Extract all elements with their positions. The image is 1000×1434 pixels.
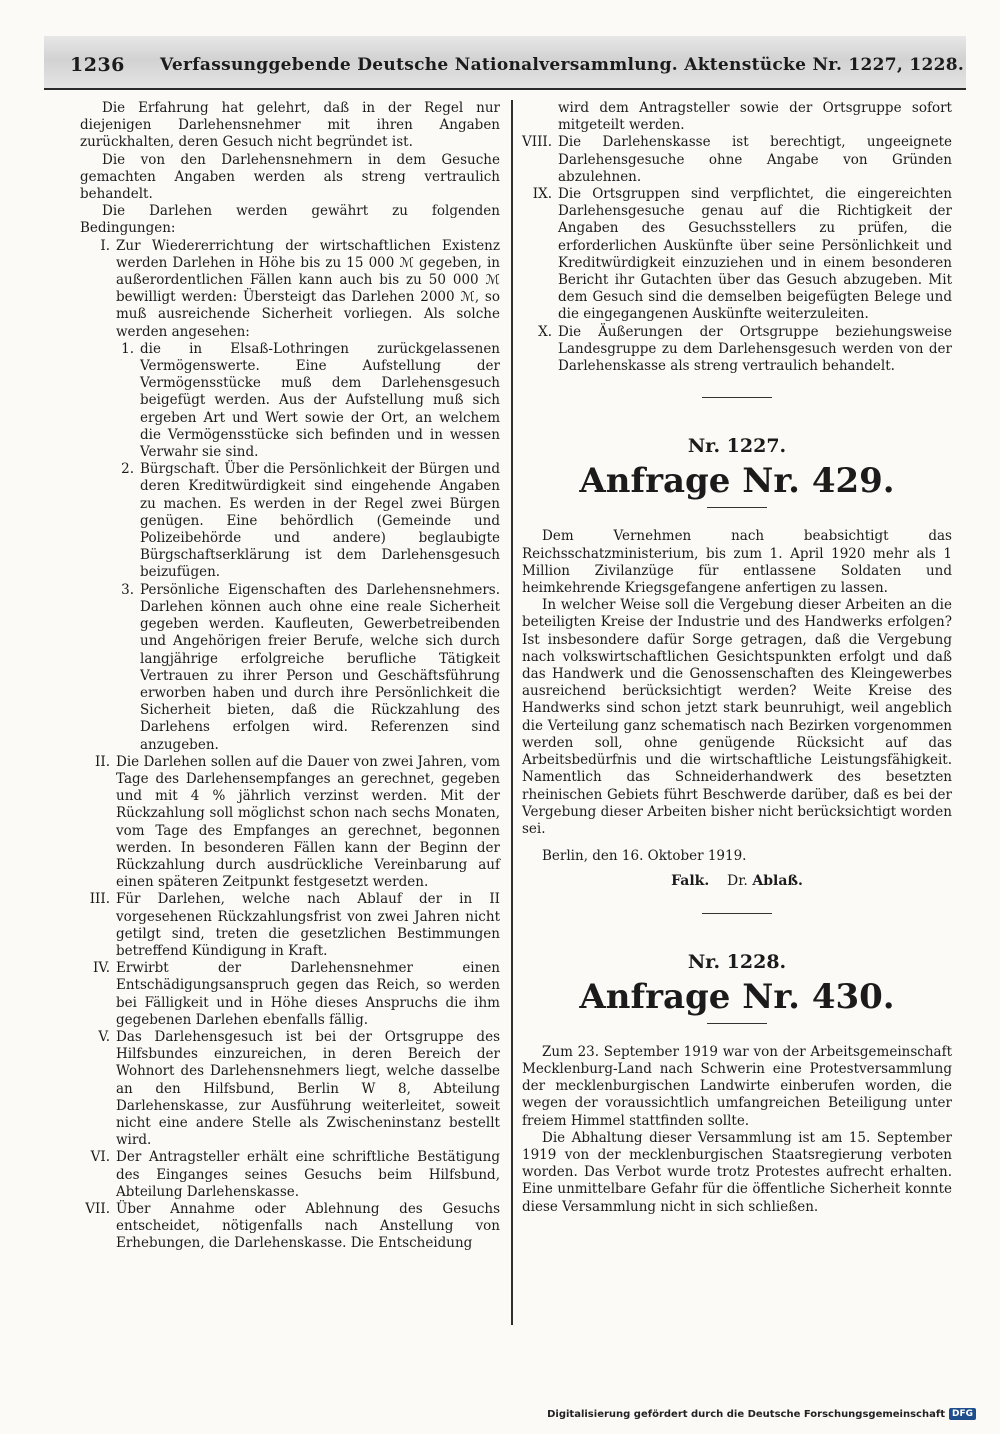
- item-text: Über Annahme oder Ablehnung des Gesuchs entscheidet, nötigenfalls nach Anstellung von Erhebungen, die Darlehenskasse. Die Entscheidung: [116, 1201, 500, 1252]
- item-number: VIII.: [522, 134, 553, 151]
- document-number: Nr. 1227.: [687, 435, 787, 458]
- condition-item: [80, 238, 500, 341]
- condition-item: [522, 324, 952, 376]
- right-column: [522, 100, 952, 1216]
- condition-item: [80, 754, 500, 892]
- item-text: die in Elsaß-Lothringen zurückgelassenen Vermögenswerte. Eine Aufstellung der Vermögensstücke muß dem Darlehensgesuch beigefügt werden. Aus der Aufstellung muß sich ergeben Art und Wert sowie der Ort, an welchem die Vermögensstücke sich befinden und in wessen Verwahr sie sind.: [140, 340, 500, 461]
- condition-item: [80, 1029, 500, 1149]
- signer-title: Dr.: [727, 873, 748, 890]
- item-text: Der Antragsteller erhält eine schriftliche Bestätigung des Einganges seines Gesuchs beim Hilfsbund, Abteilung Darlehenskasse.: [116, 1149, 500, 1200]
- paragraph: Die Erfahrung hat gelehrt, daß in der Regel nur diejenigen Darlehensnehmer mit ihren Angaben zurückhalten, deren Gesuch nicht begründet ist.: [80, 100, 500, 151]
- item-text: Das Darlehensgesuch ist bei der Ortsgruppe des Hilfsbundes einzureichen, in deren Bereich der Wohnort des Darlehensnehmers liegt, welche dasselbe an den Hilfsbund, Berlin W 8, Abteilung Darlehenskasse, zur Ausführung weiterleitet, soweit nicht eine andere Stelle als Zwischeninstanz bestellt wird.: [116, 1028, 500, 1149]
- item-text: Für Darlehen, welche nach Ablauf der in II vorgesehenen Rückzahlungsfrist von zwei Jahren nicht getilgt sind, treten die gesetzlichen Bestimmungen betreffend Kündigung in Kraft.: [116, 891, 500, 959]
- paragraph: Zum 23. September 1919 war von der Arbeitsgemeinschaft Mecklenburg-Land nach Schwerin eine Protestversammlung der mecklenburgischen Landwirte einberufen worden, die wegen der voraussichtlich umfangreichen Beteiligung unter freiem Himmel stattfinden sollte.: [522, 1043, 952, 1129]
- signer: Ablaß.: [752, 873, 803, 890]
- inquiry-heading: Anfrage Nr. 429.: [579, 461, 895, 502]
- item-number: X.: [538, 323, 552, 340]
- item-text: Die Darlehenskasse ist berechtigt, ungeeignete Darlehensgesuche ohne Angabe von Gründen abzulehnen.: [558, 134, 952, 185]
- item-number: II.: [95, 753, 110, 770]
- condition-item: [522, 100, 952, 134]
- paragraph: Die von den Darlehensnehmern in dem Gesuche gemachten Angaben werden als streng vertraulich behandelt.: [80, 151, 500, 203]
- condition-item: [522, 134, 952, 186]
- heading-rule: [707, 507, 767, 508]
- condition-item: [522, 186, 952, 324]
- heading-rule: [707, 1023, 767, 1024]
- item-text: Bürgschaft. Über die Persönlichkeit der Bürgen und deren Kreditwürdigkeit sind eingehende Angaben zu machen. Es werden in der Regel zwei Bürgen genügen. Eine behördlich (Gemeinde und Polizeibehörde und andere) beglaubigte Bürgschaftserklärung ist dem Darlehensgesuch beizufügen.: [140, 461, 500, 581]
- item-number: III.: [89, 891, 110, 908]
- item-number: V.: [98, 1028, 110, 1045]
- item-number: VII.: [85, 1201, 110, 1217]
- item-text: Persönliche Eigenschaften des Darlehensnehmers. Darlehen können auch ohne eine reale Sicherheit gegeben werden. Kaufleuten, Gewerbetreibenden und Angehörigen freier Berufe, welche sich durch langjährige erfolgreiche berufliche Tätigkeit Vertrauen zu ihrer Person und Geschäftsführung erworben haben und durch ihre Persönlichkeit die Sicherheit bieten, daß die Rückzahlung des Darlehens erfolgen wird. Referenzen sind anzugeben.: [140, 581, 500, 753]
- inquiry-heading: Anfrage Nr. 430.: [579, 976, 895, 1017]
- paragraph: Die Darlehen werden gewährt zu folgenden Bedingungen:: [80, 203, 500, 237]
- sub-item: [80, 461, 500, 581]
- signatories: [522, 873, 952, 890]
- item-text: Zur Wiedererrichtung der wirtschaftlichen Existenz werden Darlehen in Höhe bis zu 15 000 ℳ gegeben, in außerordentlichen Fällen kann auch bis zu 50 000 ℳ bewilligt werden: Übersteigt das Darlehen 2000 ℳ, so muß ausreichende Sicherheit vorliegen. Als solche werden angesehen:: [116, 237, 500, 340]
- page-number: 1236: [70, 54, 125, 76]
- page-header: [44, 36, 966, 90]
- column-divider: [511, 100, 513, 1325]
- running-title: Verfassunggebende Deutsche Nationalversammlung. Aktenstücke Nr. 1227, 1228.: [160, 55, 965, 75]
- condition-item: [80, 1149, 500, 1201]
- item-number: VI.: [90, 1149, 110, 1166]
- condition-item: [80, 960, 500, 1029]
- item-number: IV.: [92, 960, 110, 977]
- dfg-logo: DFG: [949, 1408, 976, 1420]
- section-separator: [702, 913, 772, 914]
- digitization-credit: [547, 1408, 976, 1420]
- sub-item: [80, 341, 500, 461]
- item-number: [522, 100, 558, 134]
- item-number: IX.: [532, 186, 552, 203]
- item-number: 3.: [121, 581, 134, 598]
- condition-item: [80, 891, 500, 960]
- document-number: Nr. 1228.: [687, 950, 787, 973]
- item-number: 1.: [121, 340, 134, 357]
- condition-item: [80, 1201, 500, 1253]
- item-number: I.: [100, 237, 110, 254]
- section-separator: [702, 397, 772, 398]
- paragraph: Die Abhaltung dieser Versammlung ist am 15. September 1919 von der mecklenburgischen Staatsregierung verboten worden. Das Verbot wurde trotz Protestes aufrecht erhalten. Eine unmittelbare Gefahr für die öffentliche Sicherheit konnte diese Versammlung nicht in sich schließen.: [522, 1129, 952, 1215]
- item-text: Die Ortsgruppen sind verpflichtet, die eingereichten Darlehensgesuche genau auf die Richtigkeit der Angaben des Gesuchsstellers zu prüfen, die erforderlichen Auskünfte über seine Persönlichkeit und Kreditwürdigkeit einzuziehen und in einem besonderen Bericht ihr Gutachten über das Gesuch abzugeben. Mit dem Gesuch sind die demselben beigefügten Belege und die eingegangenen Auskünfte weiterzuleiten.: [558, 186, 952, 323]
- item-text: wird dem Antragsteller sowie der Ortsgruppe sofort mitgeteilt werden.: [558, 100, 952, 134]
- credit-text: Digitalisierung gefördert durch die Deutsche Forschungsgemeinschaft: [547, 1408, 945, 1420]
- item-number: 2.: [121, 461, 134, 478]
- item-text: Erwirbt der Darlehensnehmer einen Entschädigungsanspruch gegen das Reich, so werden bei Fälligkeit und in Höhe dieses Anspruchs die ihm gegebenen Darlehen ebenfalls fällig.: [116, 960, 500, 1028]
- paragraph: In welcher Weise soll die Vergebung dieser Arbeiten an die beteiligten Kreise der Industrie und des Handwerks erfolgen? Ist insbesondere dafür Sorge getragen, daß die Vergebung nach volkswirtschaftlichen Gesichtspunkten erfolgt und daß das Handwerk und die Genossenschaften des Kleingewerbes ausreichend berücksichtigt werden? Weite Kreise des Handwerks sind schon jetzt stark beunruhigt, weil angeblich die Verteilung ganz schematisch nach Bezirken vorgenommen werden soll, ohne genügende Rücksicht auf das Arbeitsbedürfnis und die wirtschaftliche Leistungsfähigkeit. Namentlich das Schneiderhandwerk des besetzten rheinischen Gebiets führt Beschwerde darüber, daß es bei der Vergebung dieser Arbeiten bisher nicht berücksichtigt worden sei.: [522, 597, 952, 837]
- sub-item: [80, 582, 500, 754]
- item-text: Die Darlehen sollen auf die Dauer von zwei Jahren, vom Tage des Darlehensempfanges an gerechnet, gegeben und mit 4 % jährlich verzinst werden. Mit der Rückzahlung soll möglichst schon nach sechs Monaten, vom Tage des Empfanges an gerechnet, begonnen werden. In besonderen Fällen kann der Beginn der Rückzahlung durch ausdrückliche Vereinbarung auf einen späteren Zeitpunkt festgesetzt werden.: [116, 753, 500, 891]
- date-line: Berlin, den 16. Oktober 1919.: [542, 848, 747, 865]
- paragraph: Dem Vernehmen nach beabsichtigt das Reichsschatzministerium, bis zum 1. April 1920 mehr als 1 Million Zivilanzüge für entlassene Soldaten und heimkehrende Kriegsgefangene anfertigen zu lassen.: [522, 528, 952, 597]
- item-text: Die Äußerungen der Ortsgruppe beziehungsweise Landesgruppe zu dem Darlehensgesuch werden von der Darlehenskasse als streng vertraulich behandelt.: [558, 323, 952, 375]
- left-column: [80, 100, 500, 1253]
- signer: Falk.: [671, 873, 710, 890]
